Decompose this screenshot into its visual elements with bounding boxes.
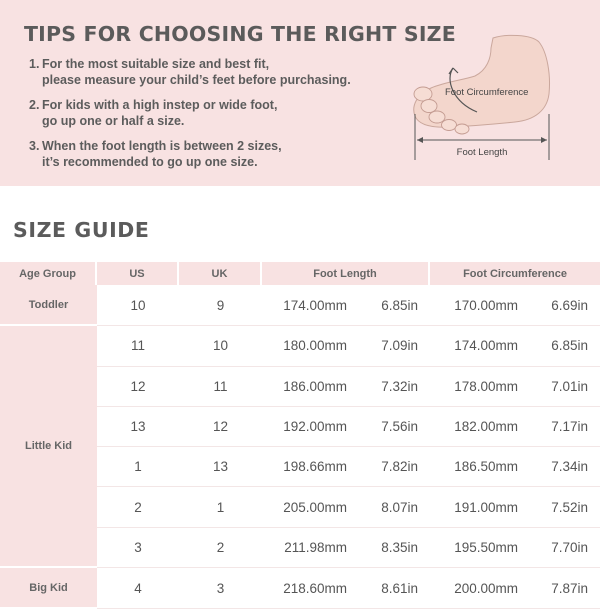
foot-length-label: Foot Length <box>456 147 508 158</box>
tips-section <box>0 0 600 186</box>
cell-uk: 13 <box>179 447 262 487</box>
tip-item <box>29 139 282 170</box>
cell-length-in: 6.85in <box>357 285 430 326</box>
header-foot-circumference: Foot Circumference <box>430 262 600 285</box>
cell-circ-in: 7.52in <box>528 487 600 527</box>
cell-circ-in: 7.87in <box>528 568 600 609</box>
foot-illustration-icon <box>414 35 550 134</box>
cell-us: 4 <box>97 568 179 609</box>
cell-circ-mm: 170.00mm <box>430 285 528 326</box>
cell-length-mm: 186.00mm <box>262 367 357 407</box>
tip-text-line2: go up one or half a size. <box>42 113 185 128</box>
cell-uk: 9 <box>179 285 262 326</box>
tip-text-line1: For kids with a high instep or wide foot, <box>42 98 278 112</box>
header-age-group: Age Group <box>0 262 97 285</box>
cell-circ-mm: 191.00mm <box>430 487 528 527</box>
cell-circ-in: 7.70in <box>528 528 600 568</box>
cell-length-mm: 211.98mm <box>262 528 357 568</box>
header-uk: UK <box>179 262 262 285</box>
cell-us: 10 <box>97 285 179 326</box>
cell-circ-in: 7.17in <box>528 407 600 447</box>
tip-item <box>29 98 277 129</box>
tip-text-line1: When the foot length is between 2 sizes, <box>42 139 282 153</box>
age-group-toddler: Toddler <box>0 285 97 326</box>
cell-circ-mm: 186.50mm <box>430 447 528 487</box>
tip-item <box>29 57 351 88</box>
size-guide-table <box>0 262 600 609</box>
cell-us: 11 <box>97 326 179 366</box>
cell-circ-mm: 182.00mm <box>430 407 528 447</box>
tip-text-line1: For the most suitable size and best fit, <box>42 57 270 71</box>
cell-length-mm: 192.00mm <box>262 407 357 447</box>
cell-length-in: 8.35in <box>357 528 430 568</box>
cell-length-mm: 218.60mm <box>262 568 357 609</box>
tip-text-line2: please measure your child’s feet before purchasing. <box>42 72 351 87</box>
cell-length-in: 7.09in <box>357 326 430 366</box>
cell-circ-mm: 174.00mm <box>430 326 528 366</box>
cell-circ-mm: 200.00mm <box>430 568 528 609</box>
tip-number: 1. <box>29 57 40 71</box>
cell-us: 12 <box>97 367 179 407</box>
cell-uk: 11 <box>179 367 262 407</box>
cell-circ-in: 7.34in <box>528 447 600 487</box>
cell-length-in: 7.32in <box>357 367 430 407</box>
cell-length-mm: 205.00mm <box>262 487 357 527</box>
cell-us: 3 <box>97 528 179 568</box>
cell-length-in: 8.61in <box>357 568 430 609</box>
foot-circumference-label: Foot Circumference <box>445 87 529 98</box>
cell-circ-in: 6.85in <box>528 326 600 366</box>
cell-length-mm: 198.66mm <box>262 447 357 487</box>
cell-circ-in: 7.01in <box>528 367 600 407</box>
table-header-row <box>0 262 600 285</box>
table-row <box>0 285 600 326</box>
cell-circ-mm: 178.00mm <box>430 367 528 407</box>
cell-uk: 1 <box>179 487 262 527</box>
cell-length-mm: 174.00mm <box>262 285 357 326</box>
table-row <box>0 326 600 366</box>
cell-length-mm: 180.00mm <box>262 326 357 366</box>
foot-measurement-diagram <box>405 28 565 168</box>
header-us: US <box>97 262 179 285</box>
size-guide-title: SIZE GUIDE <box>13 218 150 242</box>
tip-text-line2: it’s recommended to go up one size. <box>42 154 258 169</box>
cell-circ-mm: 195.50mm <box>430 528 528 568</box>
tips-title: TIPS FOR CHOOSING THE RIGHT SIZE <box>24 22 456 46</box>
cell-length-in: 8.07in <box>357 487 430 527</box>
cell-uk: 12 <box>179 407 262 447</box>
cell-us: 1 <box>97 447 179 487</box>
cell-us: 2 <box>97 487 179 527</box>
cell-us: 13 <box>97 407 179 447</box>
cell-uk: 10 <box>179 326 262 366</box>
cell-uk: 2 <box>179 528 262 568</box>
age-group-big-kid: Big Kid <box>0 568 97 609</box>
cell-length-in: 7.82in <box>357 447 430 487</box>
age-group-little-kid: Little Kid <box>0 326 97 568</box>
table-row <box>0 568 600 609</box>
tip-number: 3. <box>29 139 40 153</box>
cell-length-in: 7.56in <box>357 407 430 447</box>
header-foot-length: Foot Length <box>262 262 430 285</box>
cell-uk: 3 <box>179 568 262 609</box>
tip-number: 2. <box>29 98 40 112</box>
cell-circ-in: 6.69in <box>528 285 600 326</box>
